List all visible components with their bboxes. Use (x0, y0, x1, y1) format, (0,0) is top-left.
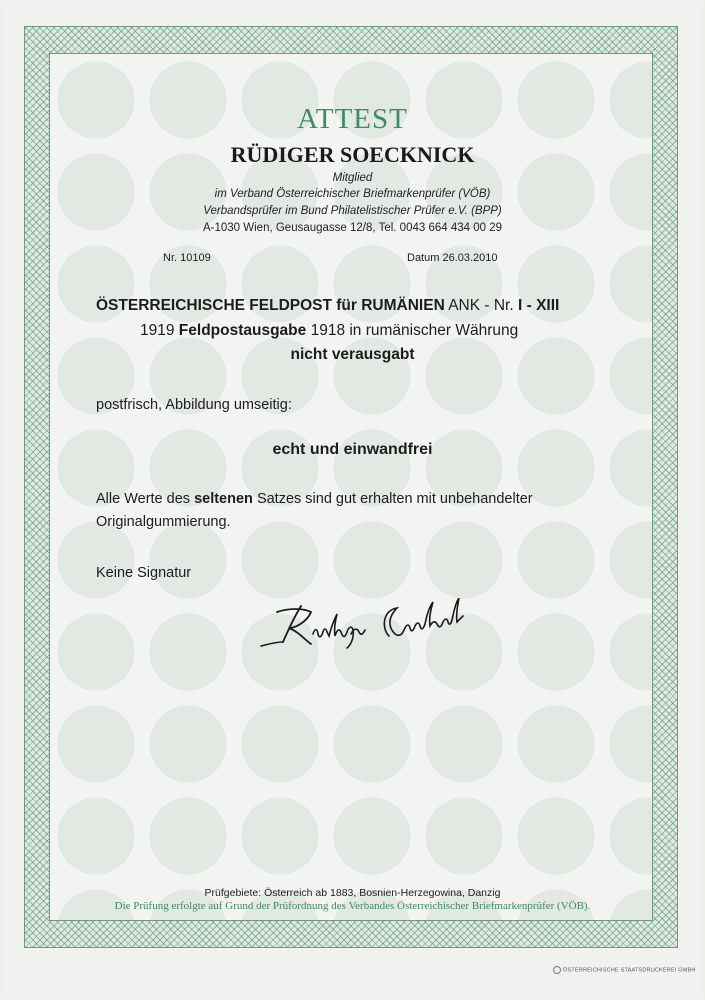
verdict-text: echt und einwandfrei (272, 441, 433, 458)
condition-text: postfrisch, Abbildung umseitig: (96, 397, 292, 413)
catalog-reference-range: I - XIII (517, 297, 560, 314)
examiner-address: A-1030 Wien, Geusaugasse 12/8, Tel. 0043 664 434 00 29 (202, 222, 502, 234)
issue-status: nicht verausgabt (290, 346, 415, 363)
membership-voeb: im Verband Österreichischer Briefmarkenprüfer (VÖB) (214, 188, 491, 200)
printer-logo-icon (553, 966, 561, 974)
examiner-name: RÜDIGER SOECKNICK (230, 142, 475, 167)
membership-label: Mitglied (332, 172, 373, 184)
description-pre: Alle Werte des (96, 491, 191, 507)
description-post: Satzes sind gut erhalten mit unbehandelter (256, 491, 533, 507)
certificate-number: Nr. 10109 (163, 252, 211, 264)
examination-statement: Die Prüfung erfolgte auf Grund der Prüfordnung des Verbandes Österreichischer Briefmarkenprüfer (VÖB). (114, 900, 591, 912)
subject-issue-title: ÖSTERREICHISCHE FELDPOST für RUMÄNIEN (96, 297, 445, 314)
catalog-reference-label: ANK - Nr. (448, 297, 514, 314)
certificate-title: ATTEST (297, 103, 408, 135)
issue-type: Feldpostausgabe (178, 322, 307, 339)
handwritten-signature (255, 598, 505, 658)
printer-name: ÖSTERREICHISCHE STAATSDRUCKEREI GMBH (563, 967, 696, 974)
description-line-2: Originalgummierung. (96, 514, 231, 530)
certificate-date: Datum 26.03.2010 (407, 252, 498, 264)
signature-note: Keine Signatur (96, 565, 192, 581)
examination-areas: Prüfgebiete: Österreich ab 1883, Bosnien-Herzegowina, Danzig (204, 887, 501, 899)
subject-line-1 (96, 297, 559, 315)
membership-bpp: Verbandsprüfer im Bund Philatelistischer Prüfer e.V. (BPP) (203, 205, 502, 217)
description-line-1 (96, 491, 533, 507)
description-emphasis: seltenen (194, 491, 253, 507)
issue-description: 1918 in rumänischer Währung (310, 322, 519, 339)
subject-line-2 (140, 322, 518, 340)
issue-year: 1919 (140, 322, 175, 339)
printer-imprint (553, 966, 696, 974)
